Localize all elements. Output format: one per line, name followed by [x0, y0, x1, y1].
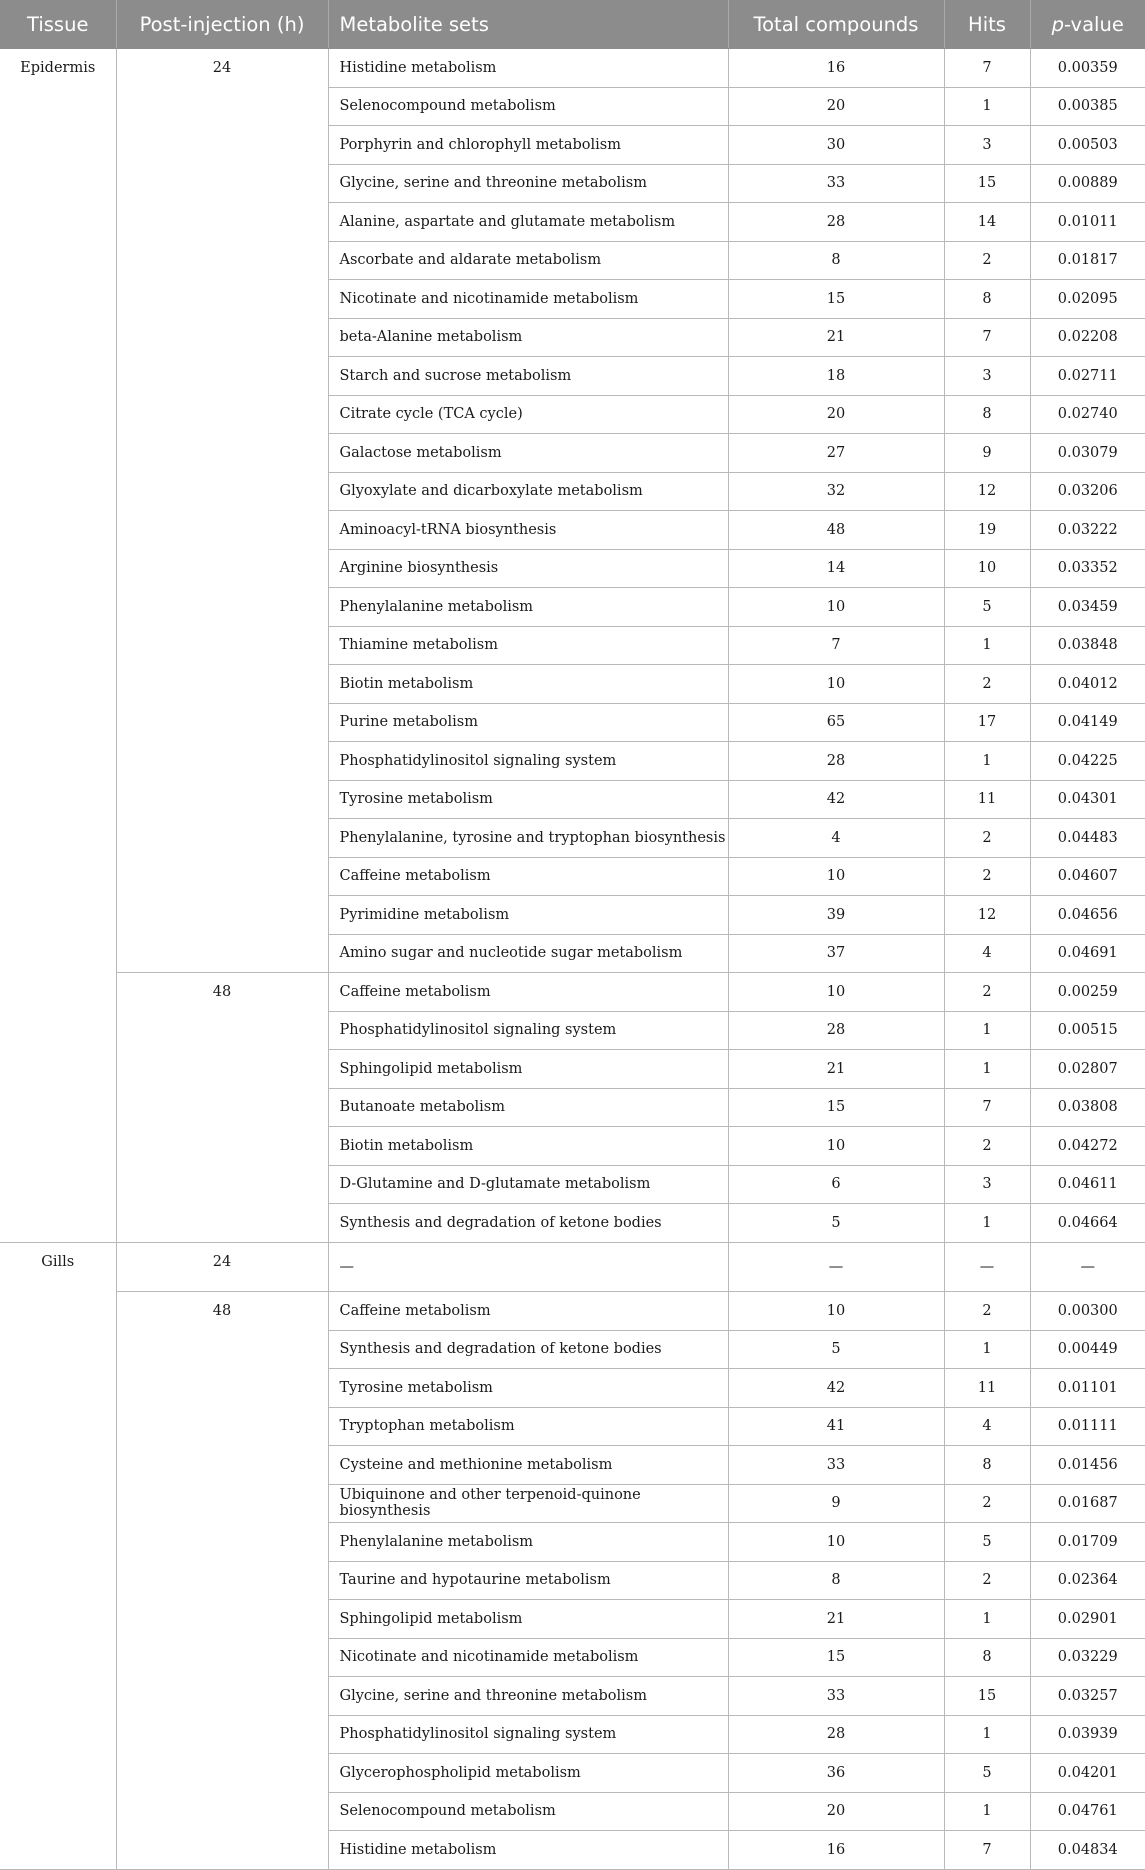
metabolite-set-cell: Biotin metabolism: [328, 665, 728, 704]
metabolite-set-cell: Arginine biosynthesis: [328, 549, 728, 588]
total-compounds-cell: 16: [728, 1831, 944, 1870]
metabolite-set-cell: Nicotinate and nicotinamide metabolism: [328, 280, 728, 319]
hits-cell: 5: [944, 1523, 1030, 1562]
tissue-cell: Gills: [0, 1242, 116, 1869]
total-compounds-cell: 10: [728, 857, 944, 896]
p-value-cell: 0.04607: [1030, 857, 1145, 896]
p-value-cell: 0.04483: [1030, 819, 1145, 858]
header-p-rest: -value: [1064, 12, 1124, 36]
total-compounds-cell: 10: [728, 1127, 944, 1166]
metabolite-set-cell: Glyoxylate and dicarboxylate metabolism: [328, 472, 728, 511]
hits-cell: 8: [944, 1638, 1030, 1677]
p-value-cell: 0.03808: [1030, 1088, 1145, 1127]
total-compounds-cell: 65: [728, 703, 944, 742]
hits-cell: 14: [944, 203, 1030, 242]
p-value-cell: 0.04225: [1030, 742, 1145, 781]
hits-cell: 8: [944, 1446, 1030, 1485]
hits-cell: 1: [944, 87, 1030, 126]
total-compounds-cell: 7: [728, 626, 944, 665]
hits-cell: 17: [944, 703, 1030, 742]
total-compounds-cell: 5: [728, 1330, 944, 1369]
total-compounds-cell: 33: [728, 1446, 944, 1485]
p-value-cell: 0.03459: [1030, 588, 1145, 627]
total-compounds-cell: 16: [728, 49, 944, 88]
total-compounds-cell: 9: [728, 1484, 944, 1523]
hits-cell: 2: [944, 241, 1030, 280]
hits-cell: 1: [944, 1600, 1030, 1639]
hits-cell: 8: [944, 395, 1030, 434]
total-compounds-cell: 20: [728, 87, 944, 126]
p-value-cell: 0.00385: [1030, 87, 1145, 126]
post-injection-cell: 24: [116, 1242, 328, 1292]
metabolite-set-cell: Synthesis and degradation of ketone bodies: [328, 1204, 728, 1243]
table-row: [0, 973, 1145, 1012]
total-compounds-cell: 33: [728, 1677, 944, 1716]
total-compounds-cell: 8: [728, 241, 944, 280]
p-value-cell: 0.04761: [1030, 1792, 1145, 1831]
metabolite-set-cell: Selenocompound metabolism: [328, 1792, 728, 1831]
p-value-cell: 0.00359: [1030, 49, 1145, 88]
hits-cell: 12: [944, 472, 1030, 511]
total-compounds-cell: 21: [728, 1600, 944, 1639]
hits-cell: 2: [944, 1127, 1030, 1166]
p-value-cell: 0.00449: [1030, 1330, 1145, 1369]
total-compounds-cell: 33: [728, 164, 944, 203]
total-compounds-cell: —: [728, 1242, 944, 1292]
p-value-cell: 0.00259: [1030, 973, 1145, 1012]
p-value-cell: 0.02711: [1030, 357, 1145, 396]
total-compounds-cell: 15: [728, 1638, 944, 1677]
p-value-cell: 0.03222: [1030, 511, 1145, 550]
hits-cell: 11: [944, 1369, 1030, 1408]
total-compounds-cell: 10: [728, 588, 944, 627]
p-value-cell: 0.00503: [1030, 126, 1145, 165]
metabolite-set-cell: Starch and sucrose metabolism: [328, 357, 728, 396]
hits-cell: 2: [944, 857, 1030, 896]
hits-cell: 5: [944, 1754, 1030, 1793]
table-row: [0, 1292, 1145, 1331]
p-value-cell: 0.01111: [1030, 1407, 1145, 1446]
header-tissue: Tissue: [0, 0, 116, 49]
p-value-cell: 0.03939: [1030, 1715, 1145, 1754]
hits-cell: 8: [944, 280, 1030, 319]
p-value-cell: 0.02901: [1030, 1600, 1145, 1639]
p-value-cell: 0.03079: [1030, 434, 1145, 473]
hits-cell: 7: [944, 49, 1030, 88]
total-compounds-cell: 20: [728, 395, 944, 434]
metabolite-set-cell: Histidine metabolism: [328, 49, 728, 88]
post-injection-cell: 24: [116, 49, 328, 973]
metabolite-set-cell: Tryptophan metabolism: [328, 1407, 728, 1446]
p-value-cell: 0.04691: [1030, 934, 1145, 973]
metabolite-set-cell: Tyrosine metabolism: [328, 780, 728, 819]
hits-cell: 2: [944, 1292, 1030, 1331]
metabolite-set-cell: Histidine metabolism: [328, 1831, 728, 1870]
p-value-cell: 0.03229: [1030, 1638, 1145, 1677]
total-compounds-cell: 48: [728, 511, 944, 550]
post-injection-cell: 48: [116, 1292, 328, 1870]
p-value-cell: 0.01709: [1030, 1523, 1145, 1562]
total-compounds-cell: 28: [728, 1715, 944, 1754]
header-metabolite-sets: Metabolite sets: [328, 0, 728, 49]
p-value-cell: 0.02740: [1030, 395, 1145, 434]
metabolite-set-cell: Ubiquinone and other terpenoid-quinone biosynthesis: [328, 1484, 728, 1523]
metabolite-set-cell: Sphingolipid metabolism: [328, 1050, 728, 1089]
p-value-cell: 0.04301: [1030, 780, 1145, 819]
metabolite-set-cell: Caffeine metabolism: [328, 857, 728, 896]
total-compounds-cell: 30: [728, 126, 944, 165]
total-compounds-cell: 21: [728, 318, 944, 357]
metabolite-set-cell: Phenylalanine metabolism: [328, 1523, 728, 1562]
p-value-cell: 0.04656: [1030, 896, 1145, 935]
hits-cell: 11: [944, 780, 1030, 819]
total-compounds-cell: 36: [728, 1754, 944, 1793]
hits-cell: 2: [944, 1561, 1030, 1600]
p-value-cell: 0.04149: [1030, 703, 1145, 742]
metabolite-set-cell: Phosphatidylinositol signaling system: [328, 1715, 728, 1754]
header-row: [0, 0, 1145, 49]
total-compounds-cell: 42: [728, 1369, 944, 1408]
p-value-cell: 0.02095: [1030, 280, 1145, 319]
hits-cell: 2: [944, 973, 1030, 1012]
p-value-cell: 0.01456: [1030, 1446, 1145, 1485]
metabolite-set-cell: Pyrimidine metabolism: [328, 896, 728, 935]
total-compounds-cell: 28: [728, 1011, 944, 1050]
hits-cell: 1: [944, 742, 1030, 781]
total-compounds-cell: 28: [728, 742, 944, 781]
metabolite-set-cell: Taurine and hypotaurine metabolism: [328, 1561, 728, 1600]
table-body: [0, 49, 1145, 1870]
hits-cell: 5: [944, 588, 1030, 627]
hits-cell: 15: [944, 164, 1030, 203]
total-compounds-cell: 20: [728, 1792, 944, 1831]
hits-cell: 19: [944, 511, 1030, 550]
hits-cell: 3: [944, 1165, 1030, 1204]
p-value-cell: 0.04611: [1030, 1165, 1145, 1204]
total-compounds-cell: 39: [728, 896, 944, 935]
metabolite-set-cell: D-Glutamine and D-glutamate metabolism: [328, 1165, 728, 1204]
metabolite-set-cell: Caffeine metabolism: [328, 973, 728, 1012]
hits-cell: 10: [944, 549, 1030, 588]
metabolite-set-cell: Glycine, serine and threonine metabolism: [328, 164, 728, 203]
hits-cell: 1: [944, 1715, 1030, 1754]
tissue-cell: Epidermis: [0, 49, 116, 1243]
total-compounds-cell: 15: [728, 280, 944, 319]
hits-cell: 1: [944, 1330, 1030, 1369]
header-post-injection: Post-injection (h): [116, 0, 328, 49]
metabolite-set-cell: Phenylalanine, tyrosine and tryptophan biosynthesis: [328, 819, 728, 858]
total-compounds-cell: 14: [728, 549, 944, 588]
p-value-cell: 0.02364: [1030, 1561, 1145, 1600]
p-value-cell: 0.04012: [1030, 665, 1145, 704]
total-compounds-cell: 37: [728, 934, 944, 973]
metabolite-set-cell: Amino sugar and nucleotide sugar metabolism: [328, 934, 728, 973]
header-hits: Hits: [944, 0, 1030, 49]
total-compounds-cell: 10: [728, 973, 944, 1012]
total-compounds-cell: 10: [728, 665, 944, 704]
total-compounds-cell: 10: [728, 1292, 944, 1331]
metabolite-set-cell: Aminoacyl-tRNA biosynthesis: [328, 511, 728, 550]
hits-cell: 4: [944, 1407, 1030, 1446]
metabolite-set-cell: Glycerophospholipid metabolism: [328, 1754, 728, 1793]
table-row: [0, 1242, 1145, 1292]
p-value-cell: —: [1030, 1242, 1145, 1292]
metabolite-set-cell: Ascorbate and aldarate metabolism: [328, 241, 728, 280]
total-compounds-cell: 5: [728, 1204, 944, 1243]
p-value-cell: 0.00300: [1030, 1292, 1145, 1331]
header-total-compounds: Total compounds: [728, 0, 944, 49]
p-value-cell: 0.03206: [1030, 472, 1145, 511]
metabolite-set-cell: Butanoate metabolism: [328, 1088, 728, 1127]
hits-cell: 2: [944, 665, 1030, 704]
metabolite-set-cell: —: [328, 1242, 728, 1292]
metabolite-set-cell: Phosphatidylinositol signaling system: [328, 742, 728, 781]
p-value-cell: 0.01101: [1030, 1369, 1145, 1408]
header-p-italic: p: [1051, 12, 1065, 36]
p-value-cell: 0.04664: [1030, 1204, 1145, 1243]
table-row: [0, 49, 1145, 88]
metabolite-set-cell: Phenylalanine metabolism: [328, 588, 728, 627]
hits-cell: 12: [944, 896, 1030, 935]
total-compounds-cell: 42: [728, 780, 944, 819]
metabolite-set-cell: Porphyrin and chlorophyll metabolism: [328, 126, 728, 165]
total-compounds-cell: 15: [728, 1088, 944, 1127]
hits-cell: 2: [944, 819, 1030, 858]
metabolite-set-cell: Tyrosine metabolism: [328, 1369, 728, 1408]
metabolite-set-cell: Thiamine metabolism: [328, 626, 728, 665]
hits-cell: 3: [944, 357, 1030, 396]
hits-cell: 7: [944, 1088, 1030, 1127]
metabolite-set-cell: Biotin metabolism: [328, 1127, 728, 1166]
p-value-cell: 0.01011: [1030, 203, 1145, 242]
total-compounds-cell: 4: [728, 819, 944, 858]
hits-cell: 4: [944, 934, 1030, 973]
hits-cell: 2: [944, 1484, 1030, 1523]
p-value-cell: 0.02807: [1030, 1050, 1145, 1089]
p-value-cell: 0.01687: [1030, 1484, 1145, 1523]
p-value-cell: 0.04201: [1030, 1754, 1145, 1793]
p-value-cell: 0.03848: [1030, 626, 1145, 665]
metabolite-set-cell: Cysteine and methionine metabolism: [328, 1446, 728, 1485]
p-value-cell: 0.03257: [1030, 1677, 1145, 1716]
hits-cell: 1: [944, 626, 1030, 665]
hits-cell: 1: [944, 1050, 1030, 1089]
metabolite-set-cell: Nicotinate and nicotinamide metabolism: [328, 1638, 728, 1677]
metabolite-set-cell: beta-Alanine metabolism: [328, 318, 728, 357]
p-value-cell: 0.01817: [1030, 241, 1145, 280]
hits-cell: 1: [944, 1204, 1030, 1243]
total-compounds-cell: 27: [728, 434, 944, 473]
p-value-cell: 0.00889: [1030, 164, 1145, 203]
metabolite-set-cell: Galactose metabolism: [328, 434, 728, 473]
metabolite-set-cell: Citrate cycle (TCA cycle): [328, 395, 728, 434]
hits-cell: 7: [944, 318, 1030, 357]
metabolite-set-cell: Selenocompound metabolism: [328, 87, 728, 126]
hits-cell: 7: [944, 1831, 1030, 1870]
metabolite-set-cell: Sphingolipid metabolism: [328, 1600, 728, 1639]
p-value-cell: 0.04272: [1030, 1127, 1145, 1166]
post-injection-cell: 48: [116, 973, 328, 1243]
p-value-cell: 0.03352: [1030, 549, 1145, 588]
metabolite-set-cell: Caffeine metabolism: [328, 1292, 728, 1331]
total-compounds-cell: 28: [728, 203, 944, 242]
p-value-cell: 0.02208: [1030, 318, 1145, 357]
metabolite-set-cell: Synthesis and degradation of ketone bodies: [328, 1330, 728, 1369]
total-compounds-cell: 18: [728, 357, 944, 396]
hits-cell: 1: [944, 1011, 1030, 1050]
hits-cell: 9: [944, 434, 1030, 473]
metabolite-set-cell: Phosphatidylinositol signaling system: [328, 1011, 728, 1050]
metabolite-set-cell: Glycine, serine and threonine metabolism: [328, 1677, 728, 1716]
total-compounds-cell: 41: [728, 1407, 944, 1446]
p-value-cell: 0.00515: [1030, 1011, 1145, 1050]
total-compounds-cell: 6: [728, 1165, 944, 1204]
total-compounds-cell: 8: [728, 1561, 944, 1600]
header-p-value: [1030, 0, 1145, 49]
p-value-cell: 0.04834: [1030, 1831, 1145, 1870]
total-compounds-cell: 32: [728, 472, 944, 511]
total-compounds-cell: 10: [728, 1523, 944, 1562]
total-compounds-cell: 21: [728, 1050, 944, 1089]
metabolite-set-cell: Purine metabolism: [328, 703, 728, 742]
hits-cell: 3: [944, 126, 1030, 165]
hits-cell: 1: [944, 1792, 1030, 1831]
metabolite-set-cell: Alanine, aspartate and glutamate metabolism: [328, 203, 728, 242]
hits-cell: —: [944, 1242, 1030, 1292]
hits-cell: 15: [944, 1677, 1030, 1716]
